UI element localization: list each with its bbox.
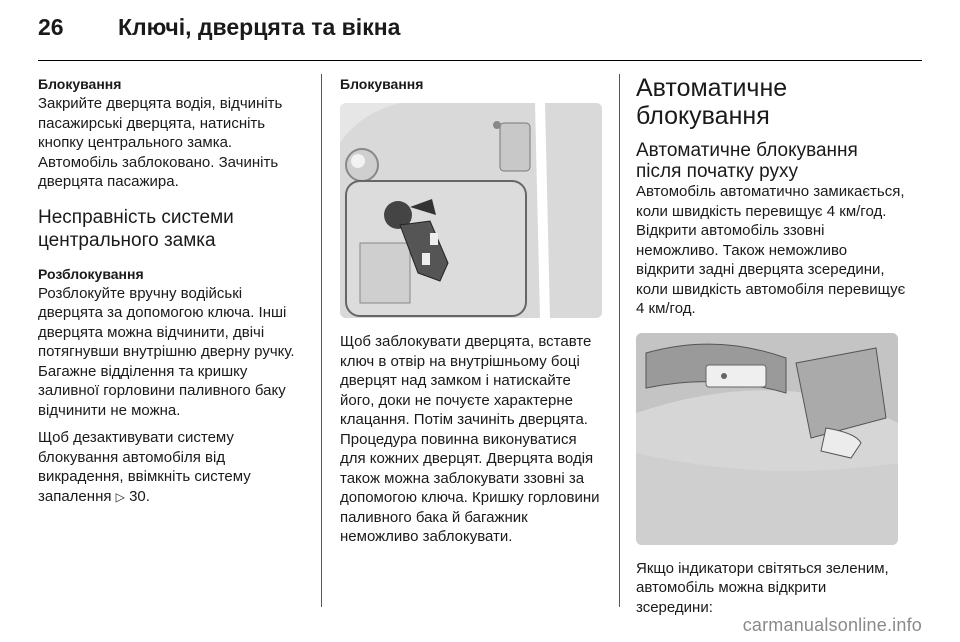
- door-handle-illustration: [636, 333, 898, 545]
- auto-lock-heading: Автоматичне блокування: [636, 74, 788, 130]
- column-middle: [340, 74, 605, 547]
- column-divider: [321, 74, 322, 607]
- door-lock-drawing: [340, 103, 602, 318]
- fault-heading: Несправність системи центрального замка: [38, 206, 234, 251]
- deactivate-text-main: Щоб дезактивувати систему блокування автомобіля від викрадення, ввімкніть систему запалення: [38, 429, 251, 505]
- indicator-text: Якщо індикатори світяться зеленим, автомобіль можна відкрити зсередини:: [636, 559, 889, 616]
- reference-arrow-icon[interactable]: ▷: [115, 489, 125, 504]
- locking-text: Закрийте дверцята водія, відчиніть пасажирські дверцята, натисніть кнопку центрального замка. Автомобіль заблоковано. Зачиніть дверцята пасажира.: [38, 95, 283, 190]
- door-lock-illustration: [340, 103, 602, 318]
- header-divider: [38, 60, 922, 61]
- locking-label-2: Блокування: [340, 76, 424, 92]
- unlocking-text: Розблокуйте вручну водійські дверцята за допомогою ключа. Інші дверцята можна відчинити, двічі потягнувши внутрішню дверну ручку. Багажне відділення та кришку заливної горловини паливного баку відчинити не можна.: [38, 284, 295, 419]
- deactivate-ref[interactable]: 30.: [129, 487, 150, 505]
- locking-label: Блокування: [38, 76, 122, 92]
- page-number: 26: [38, 14, 64, 40]
- door-handle-drawing: [636, 333, 898, 545]
- auto-lock-subheading: Автоматичне блокування після початку руху: [636, 140, 858, 182]
- column-left: [38, 74, 308, 507]
- auto-lock-text: Автомобіль автоматично замикається, коли швидкість перевищує 4 км/год. Відкрити автомобіль ззовні неможливо. Також неможливо відкрити задні дверцята зсередини, коли швидкість автомобіля перевищує 4 км/год.: [636, 183, 906, 317]
- column-divider: [619, 74, 620, 607]
- watermark: carmanualsonline.info: [742, 615, 922, 635]
- column-right: [636, 74, 906, 617]
- locking-instructions: Щоб заблокувати дверцята, вставте ключ в отвір на внутрішньому боці дверцят над замком і натискайте його, доки не почуєте характерне клацання. Потім зачиніть дверцята. Процедура повинна виконуватися для кожних дверцят. Дверцята водія також можна заблокувати ззовні за допомогою ключа. Кришку горловини паливного бака й багажник неможливо заблокувати.: [340, 333, 600, 545]
- unlocking-label: Розблокування: [38, 265, 144, 282]
- page-title: Ключі, дверцята та вікна: [118, 14, 401, 40]
- page-header: [38, 14, 400, 50]
- deactivate-text: [38, 428, 308, 507]
